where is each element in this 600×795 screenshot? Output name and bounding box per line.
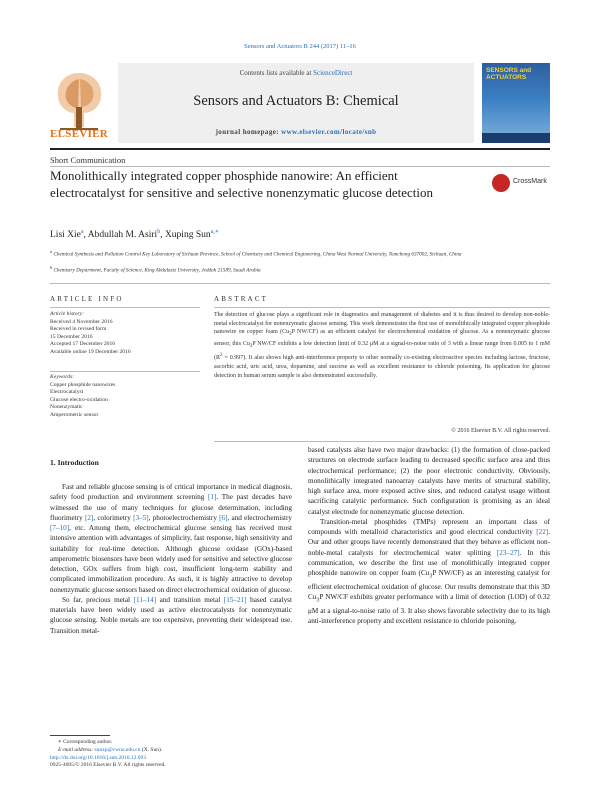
- email-link[interactable]: sunxp@cwnu.edu.cn: [94, 746, 141, 753]
- masthead: [50, 58, 550, 150]
- contents-line: [118, 69, 474, 77]
- body-paragraph: So far, precious metal [11–14] and transition metal [15–21] based catalyst materials have been widely used as active electrocatalysts for nonenzymatic glucose sensing. Noble metals are too expensive, preventing their widespread use. Transition metal-: [50, 595, 292, 635]
- corresponding-author-note: ∗ Corresponding author.: [58, 739, 113, 745]
- keyword: Electrocatalyst: [50, 389, 84, 396]
- homepage-prefix: journal homepage:: [215, 128, 282, 136]
- footnotes: [50, 739, 300, 770]
- keyword: Copper phosphide nanowires: [50, 381, 116, 388]
- history-line: 15 December 2016: [50, 333, 93, 340]
- citation-link[interactable]: [23–27]: [496, 548, 520, 557]
- journal-cover-thumbnail: [482, 63, 550, 143]
- author-affiliation-marker[interactable]: b: [157, 229, 161, 235]
- author-name[interactable]: Abdullah M. Asiri: [87, 230, 158, 241]
- citation-link[interactable]: [3–5]: [133, 513, 149, 522]
- section-heading: 1. Introduction: [50, 458, 99, 467]
- keyword: Glucose electro-oxidation: [50, 396, 108, 403]
- author-name[interactable]: Lisi Xie: [50, 230, 81, 241]
- author-list: Lisi Xie$^a$, Abdullah M. Asiri$^b$, Xuping Sun$^{a,∗}$: [50, 229, 219, 241]
- cover-title: SENSORS and ACTUATORS: [486, 67, 532, 81]
- affiliation-rule: [50, 283, 550, 284]
- email-line: E-mail address: sunxp@cwnu.edu.cn (X. Sun).: [58, 746, 163, 753]
- homepage-line: [118, 128, 474, 136]
- abstract-copyright: © 2016 Elsevier B.V. All rights reserved.: [451, 428, 550, 434]
- history-line: Available online 19 December 2016: [50, 348, 131, 355]
- abstract-heading: ABSTRACT: [214, 295, 269, 303]
- body-paragraph: based catalysts also have two major drawbacks: (1) the formation of close-packed structures on electrode surface leading to decreased specific surface area and thus electrochemical performance; (2) the poor electronic conductivity. Obviously, monolithically integrated nanoarray catalysts have merits of structural stability, high surface area, more exposed active sites, and reduced catalyst usage without sacrificing catalytic performance. Such configuration is promising as an ideal catalyst electrode for nonenzymatic glucose detection.: [308, 446, 550, 516]
- affiliation-text: Chemistry Department, Faculty of Science, King Abdulaziz University, Jeddah 21589, Saudi Arabia: [53, 267, 261, 274]
- keywords: [50, 374, 200, 420]
- section-type: Short Communication: [50, 155, 126, 165]
- crossmark-badge[interactable]: [492, 173, 552, 193]
- history-line: Received in revised form: [50, 326, 107, 333]
- author-affiliation-marker[interactable]: a: [80, 229, 84, 235]
- abstract-text: The detection of glucose plays a significant role in diagnostics and management of diabetes and it is thus desired to develop non-noble-metal electrocatalyst for nonenzymatic glucose sensing. This work demonstrates the first use of monolithically integrated copper phosphide nanowire on copper foam ($Cu_3P$ NW/CF) as an efficient catalyst for electrochemical oxidation of glucose. As a nonenzymatic glucose sensor, this $Cu_3P$ NW/CF exhibits a low detection limit of 0.32 μM at a signal-to-noise ratio of 3 with a linear range from 0.005 to 1 mM $(R^2 = 0.997)$. It also shows high anti-interference property to other normally co-existing electroactive species including lactose, fructose, ascorbic acid, uric acid, urea, dopamine, and sucorse as well as excellent resistance to chloride poisoning. Its application for glucose detection in human serum sample is also demonstrated successfully.: [214, 312, 550, 379]
- keyword: Amperometric sensor: [50, 411, 99, 418]
- author-name[interactable]: Xuping Sun: [164, 230, 211, 241]
- history-label: Article history:: [50, 311, 85, 317]
- body-column-right: [308, 445, 550, 626]
- doi-link[interactable]: http://dx.doi.org/10.1016/j.snb.2016.12.093: [50, 754, 147, 761]
- citation-link[interactable]: [11–14]: [133, 595, 157, 604]
- body-paragraph: Transition-metal phosphides (TMPs) represent an important class of compounds with metalloid characteristics and good electrical conductivity [22]. Our and other groups have recently demonstrated that they behave as efficient non-noble-metal catalysts for electrochemical water splitting [23–27]. In this communication, we describe the first use of monolithically integrated copper phosphide nanowire on copper foam ($Cu_3P$ NW/CF) as an interesting catalyst for efficient electrochemical oxidation of glucose. Our results demonstrate that this 3D $Cu_3P$ NW/CF exhibits greater performance with a limit of detection (LOD) of 0.32 μM at a signal-to-noise ratio of 3. It also shows favorable selectivity due to its high anti-interference property and excellent resistance to chloride poisoning.: [308, 517, 550, 625]
- journal-title: Sensors and Actuators B: Chemical: [193, 93, 399, 109]
- contents-prefix: Contents lists available at: [239, 69, 314, 77]
- journal-reference[interactable]: Sensors and Actuators B 244 (2017) 11–16: [244, 43, 356, 50]
- affiliation-marker: a: [50, 249, 53, 254]
- body-paragraph: Fast and reliable glucose sensing is of critical importance in medical diagnosis, safety food production and environment screening [1]. The past decades have witnessed the use of many techniques for glucose determination, including fluorimetry [2], colorimetry [3–5], photoelectrochemistry [6], and electrochemistry [7–10], etc. Among them, electrochemical glucose sensing has received most intensive attention with advantages of simplicity, fast response, high sensitivity and suitability for real-time detection. Although glucose oxidase (GOx)-based amperometric biosensors have been widely used for sensitive and selective glucose detection, GOx suffers from high cost, insufficient long-term stability and complicated immobilization procedure. As such, it is highly attractive to develop nonenzymatic glucose sensors based on direct electrochemical oxidation of glucose.: [50, 483, 292, 594]
- cover-band: [482, 133, 550, 143]
- citation-link[interactable]: [2]: [84, 513, 94, 522]
- history-line: Received 4 November 2016: [50, 318, 113, 325]
- sciencedirect-link[interactable]: ScienceDirect: [313, 69, 353, 77]
- paper-title: Monolithically integrated copper phosphide nanowire: An efficient electrocatalyst for sensitive and selective nonenzymatic glucose detection: [50, 168, 433, 200]
- citation-link[interactable]: [6]: [219, 513, 228, 522]
- issn-line: 0925-4005/© 2016 Elsevier B.V. All rights reserved.: [50, 762, 166, 769]
- footnote-rule: [50, 735, 110, 736]
- citation-link[interactable]: [22]: [536, 528, 549, 536]
- title-rule: [50, 166, 550, 167]
- crossmark-label: CrossMark: [513, 178, 547, 185]
- author-affiliation-marker[interactable]: a,∗: [210, 229, 219, 235]
- affiliation: [50, 264, 470, 275]
- elsevier-wordmark: ELSEVIER: [50, 128, 109, 140]
- keywords-rule: [50, 371, 200, 372]
- article-info-heading: ARTICLE INFO: [50, 295, 124, 303]
- crossmark-icon: [492, 174, 510, 192]
- abstract-rule: [214, 307, 550, 308]
- affiliation: [50, 248, 470, 259]
- article-history: [50, 311, 200, 357]
- citation-link[interactable]: [7–10]: [50, 524, 70, 532]
- keyword: Nonenzymatic: [50, 404, 83, 411]
- citation-link[interactable]: [1]: [208, 493, 217, 502]
- citation-link[interactable]: [15–21]: [223, 595, 247, 604]
- header-rule: [50, 148, 550, 150]
- masthead-box: [118, 63, 474, 143]
- body-column-left: [50, 441, 292, 636]
- homepage-link[interactable]: www.elsevier.com/locate/snb: [281, 128, 377, 136]
- history-line: Accepted 17 December 2016: [50, 341, 116, 348]
- affiliation-marker: b: [50, 265, 53, 270]
- affiliation-text: Chemical Synthesis and Pollution Control Key Laboratory of Sichuan Province, School of Chemistry and Chemical Engineering, China West Normal University, Nanchong 637002, Sichuan, China: [53, 251, 462, 258]
- keywords-label: Keywords:: [50, 374, 75, 380]
- article-info-rule: [50, 307, 200, 308]
